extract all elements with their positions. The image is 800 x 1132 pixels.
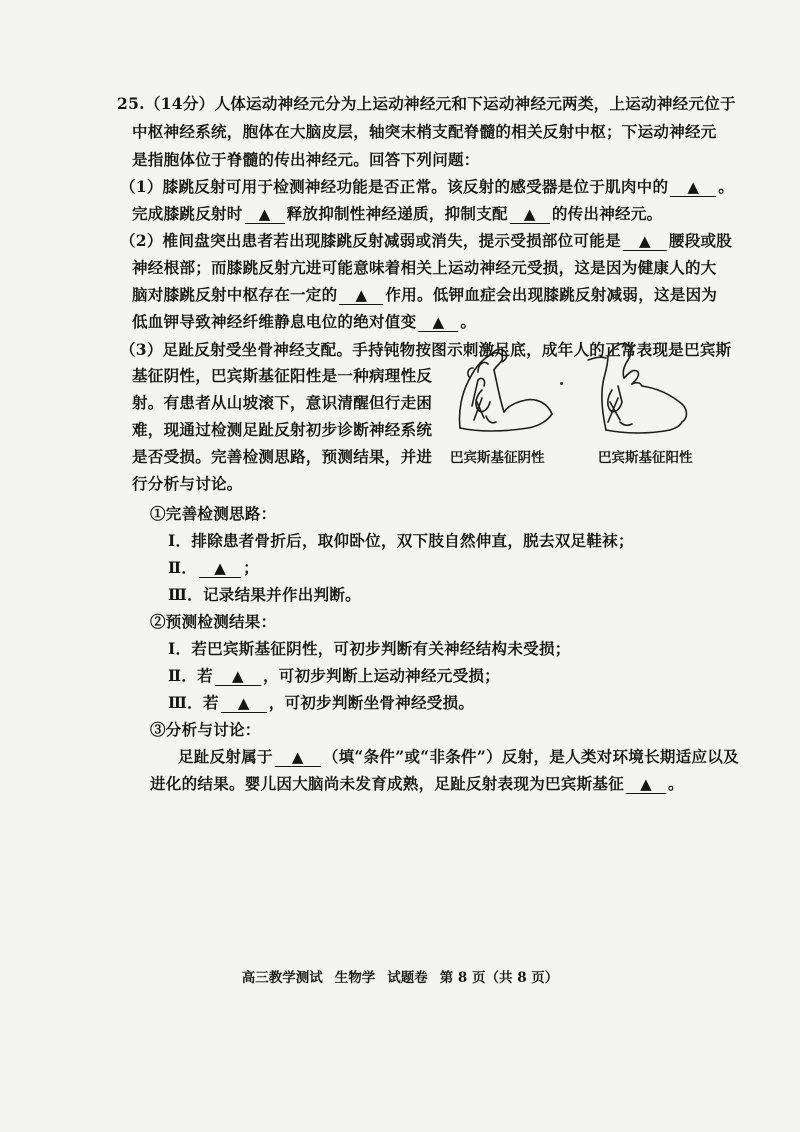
part3-line-1: （3）足趾反射受坐骨神经支配。手持钝物按图示刺激足底，成年人的正常表现是巴宾斯 <box>120 340 732 359</box>
answer-blank[interactable]: ▲ <box>275 748 321 767</box>
question-intro-line-2: 中枢神经系统，胞体在大脑皮层，轴突末梢支配脊髓的相关反射中枢；下运动神经元 <box>132 122 717 141</box>
subquestion-3-line-1: 足趾反射属于 ▲ （填“条件”或“非条件”）反射，是人类对环境长期适应以及 <box>178 747 739 766</box>
part3-line-3: 射。有患者从山坡滚下，意识清醒但行走困 <box>132 393 433 412</box>
answer-blank[interactable]: ▲ <box>670 178 716 197</box>
subquestion-2-result-iii: Ⅲ．若 ▲ ，可初步判断坐骨神经受损。 <box>168 693 475 712</box>
answer-blank[interactable]: ▲ <box>418 313 458 332</box>
footer-paper: 试题卷 <box>387 970 428 986</box>
subquestion-3-title: ③分析与讨论： <box>150 720 261 739</box>
subquestion-1-step-iii: Ⅲ．记录结果并作出判断。 <box>168 585 361 604</box>
subquestion-1-step-ii: Ⅱ． ▲ ； <box>168 558 259 577</box>
answer-blank[interactable]: ▲ <box>623 232 667 251</box>
figure-dot <box>560 382 563 385</box>
part2-line-1: （2）椎间盘突出患者若出现膝跳反射减弱或消失，提示受损部位可能是 ▲ 腰段或股 <box>120 231 733 250</box>
part3-line-4: 难，现通过检测足趾反射初步诊断神经系统 <box>132 420 433 439</box>
part1-line-2: 完成膝跳反射时 ▲ 释放抑制性神经递质，抑制支配 ▲ 的传出神经元。 <box>132 204 663 223</box>
answer-blank[interactable]: ▲ <box>215 667 261 686</box>
subquestion-2-result-i: Ⅰ．若巴宾斯基征阴性，可初步判断有关神经结构未受损； <box>168 639 571 658</box>
footer-subject: 生物学 <box>334 970 376 986</box>
answer-blank[interactable]: ▲ <box>199 559 241 578</box>
question-intro-line-3: 是指胞体位于脊髓的传出神经元。回答下列问题： <box>132 150 480 169</box>
subquestion-1-step-i: Ⅰ．排除患者骨折后，取仰卧位，双下肢自然伸直，脱去双足鞋袜； <box>168 531 634 550</box>
part2-line-3: 脑对膝跳反射中枢存在一定的 ▲ 作用。低钾血症会出现膝跳反射减弱，这是因为 <box>132 285 718 304</box>
caption-babinski-negative: 巴宾斯基征阴性 <box>450 450 545 466</box>
question-intro-line-1: 25.（14分）人体运动神经元分为上运动神经元和下运动神经元两类，上运动神经元位于 <box>117 94 736 113</box>
answer-blank[interactable]: ▲ <box>245 205 285 224</box>
question-score: （14分） <box>144 94 215 113</box>
part2-line-4: 低血钾导致神经纤维静息电位的绝对值变 ▲ 。 <box>132 312 477 331</box>
footer-page-number: 第 8 页（共 8 页） <box>439 970 559 986</box>
babinski-positive-foot-illustration <box>578 338 698 442</box>
page-footer <box>0 966 800 986</box>
subquestion-2-result-ii: Ⅱ．若 ▲ ，可初步判断上运动神经元受损； <box>168 666 500 685</box>
part3-line-6: 行分析与讨论。 <box>132 474 243 493</box>
caption-babinski-positive: 巴宾斯基征阳性 <box>598 450 693 466</box>
answer-blank[interactable]: ▲ <box>626 775 666 794</box>
answer-blank[interactable]: ▲ <box>221 694 267 713</box>
answer-blank[interactable]: ▲ <box>510 205 550 224</box>
subquestion-3-line-2: 进化的结果。婴儿因大脑尚未发育成熟，足趾反射表现为巴宾斯基征 ▲ 。 <box>150 774 684 793</box>
part3-line-5: 是否受损。完善检测思路，预测结果，并进 <box>132 447 433 466</box>
subquestion-1-title: ①完善检测思路： <box>150 504 277 523</box>
question-number: 25. <box>117 94 145 113</box>
part2-line-2: 神经根部；而膝跳反射亢进可能意味着相关上运动神经元受损，这是因为健康人的大 <box>132 258 717 277</box>
subquestion-2-title: ②预测检测结果： <box>150 612 277 631</box>
footer-exam-name: 高三教学测试 <box>241 970 323 986</box>
part1-line-1: （1）膝跳反射可用于检测神经功能是否正常。该反射的感受器是位于肌肉中的 ▲ 。 <box>120 177 735 196</box>
part3-line-2: 基征阴性，巴宾斯基征阳性是一种病理性反 <box>132 366 433 385</box>
babinski-negative-foot-illustration <box>448 340 558 440</box>
answer-blank[interactable]: ▲ <box>339 286 383 305</box>
